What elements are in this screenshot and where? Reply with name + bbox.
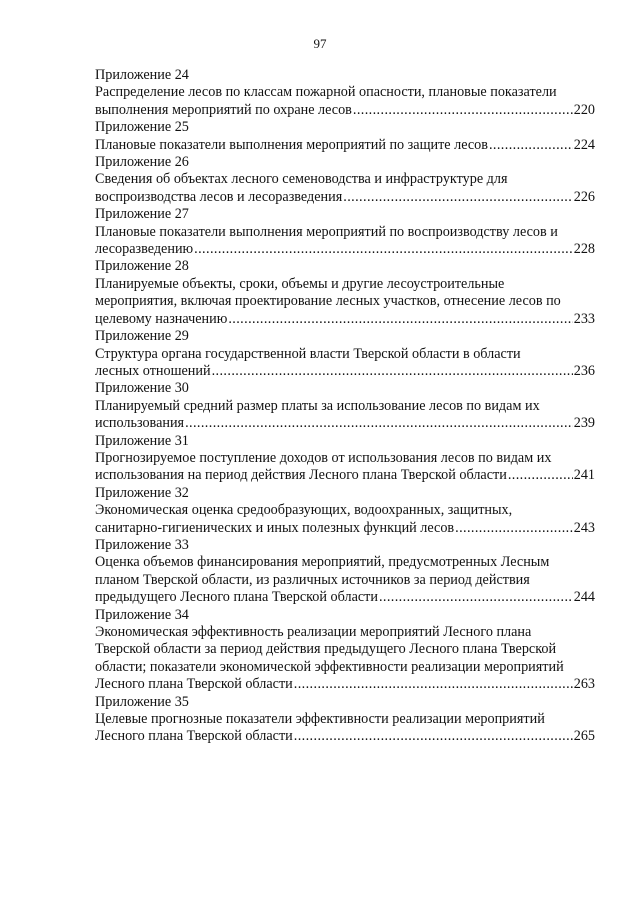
appendix-label: Приложение 26 (95, 154, 189, 171)
appendix-title-line: Распределение лесов по классам пожарной опасности, плановые показатели (95, 84, 557, 101)
appendix-title-last-line (95, 311, 595, 328)
appendix-title-last-line (95, 241, 595, 258)
appendix-page-number: 241 (573, 467, 595, 484)
appendix-title-last-line (95, 189, 595, 206)
appendix-title-line: планом Тверской области, из различных источников за период действия (95, 571, 530, 588)
dot-leader (508, 467, 573, 484)
appendix-title-last-line (95, 467, 595, 484)
toc-entry (95, 154, 595, 206)
appendix-label: Приложение 28 (95, 258, 189, 275)
appendix-page-number: 265 (573, 728, 595, 745)
appendix-page-number: 233 (573, 310, 595, 327)
appendix-title-last-line (95, 589, 595, 606)
appendix-label: Приложение 35 (95, 693, 189, 710)
appendix-title-last-line (95, 363, 595, 380)
appendix-title-line: использования на период действия Лесного плана Тверской области (95, 467, 507, 484)
toc-entry (95, 119, 595, 154)
appendix-label: Приложение 32 (95, 484, 189, 501)
appendix-title-last-line (95, 102, 595, 119)
appendix-title-line: Структура органа государственной власти Тверской области в области (95, 345, 521, 362)
appendix-title-line: использования (95, 415, 185, 432)
table-of-contents (95, 67, 595, 746)
appendix-title-line: санитарно-гигиенических и иных полезных функций лесов (95, 519, 455, 536)
toc-entry (95, 67, 595, 119)
appendix-title-last-line (95, 415, 595, 432)
appendix-title-line: Сведения об объектах лесного семеноводства и инфраструктуре для (95, 171, 508, 188)
toc-entry (95, 380, 595, 432)
dot-leader (185, 415, 573, 432)
appendix-title-line: Прогнозируемое поступление доходов от использования лесов по видам их (95, 449, 552, 466)
appendix-page-number: 243 (573, 519, 595, 536)
dot-leader (294, 728, 573, 745)
appendix-page-number: 228 (573, 241, 595, 258)
appendix-title-last-line (95, 676, 595, 693)
appendix-page-number: 226 (573, 188, 595, 205)
appendix-title-line: Тверской области за период действия предыдущего Лесного плана Тверской (95, 641, 557, 658)
toc-entry (95, 485, 595, 537)
appendix-title-line: воспроизводства лесов и лесоразведения (95, 188, 343, 205)
appendix-title-line: предыдущего Лесного плана Тверской области (95, 589, 378, 606)
dot-leader (194, 241, 573, 258)
appendix-title-line: Лесного плана Тверской области (95, 676, 293, 693)
appendix-label: Приложение 29 (95, 328, 189, 345)
appendix-title-line: Экономическая оценка средообразующих, водоохранных, защитных, (95, 502, 513, 519)
appendix-label: Приложение 33 (95, 536, 189, 553)
toc-entry (95, 206, 595, 258)
appendix-title-line: лесоразведению (95, 241, 194, 258)
dot-leader (489, 137, 573, 154)
dot-leader (353, 102, 573, 119)
appendix-title-line: Экономическая эффективность реализации мероприятий Лесного плана (95, 624, 532, 640)
appendix-title-last-line (95, 520, 595, 537)
dot-leader (343, 189, 572, 206)
appendix-title-line: Плановые показатели выполнения мероприятий по защите лесов (95, 136, 488, 153)
appendix-label: Приложение 25 (95, 119, 189, 136)
appendix-label: Приложение 27 (95, 206, 189, 223)
appendix-title-line: Целевые прогнозные показатели эффективности реализации мероприятий (95, 711, 545, 728)
dot-leader (212, 363, 573, 380)
dot-leader (294, 676, 573, 693)
appendix-title-last-line (95, 728, 595, 745)
appendix-title-line: Планируемые объекты, сроки, объемы и другие лесоустроительные (95, 275, 505, 292)
dot-leader (379, 589, 573, 606)
appendix-title-line: целевому назначению (95, 310, 228, 327)
toc-entry (95, 537, 595, 607)
page-number: 97 (313, 36, 327, 51)
appendix-page-number: 220 (573, 101, 595, 118)
appendix-title-line: Планируемый средний размер платы за использование лесов по видам их (95, 397, 540, 414)
dot-leader (455, 520, 573, 537)
toc-entry (95, 694, 595, 746)
appendix-label: Приложение 34 (95, 606, 189, 623)
appendix-title-last-line (95, 137, 595, 154)
dot-leader (228, 311, 572, 328)
appendix-page-number: 236 (573, 362, 595, 379)
appendix-page-number: 239 (573, 415, 595, 432)
appendix-title-line: Лесного плана Тверской области (95, 728, 293, 745)
toc-entry (95, 607, 595, 694)
toc-entry (95, 328, 595, 380)
appendix-title-line: выполнения мероприятий по охране лесов (95, 101, 352, 118)
appendix-title-line: лесных отношений (95, 362, 211, 379)
appendix-label: Приложение 30 (95, 380, 189, 397)
appendix-page-number: 224 (573, 136, 595, 153)
appendix-label: Приложение 31 (95, 432, 189, 449)
appendix-page-number: 263 (573, 676, 595, 693)
appendix-title-line: Плановые показатели выполнения мероприятий по воспроизводству лесов и (95, 223, 558, 240)
appendix-title-line: Оценка объемов финансирования мероприятий, предусмотренных Лесным (95, 554, 550, 571)
appendix-title-line: мероприятия, включая проектирование лесных участков, отнесение лесов по (95, 293, 561, 310)
appendix-label: Приложение 24 (95, 67, 189, 83)
appendix-title-line: области; показатели экономической эффективности реализации мероприятий (95, 658, 564, 675)
appendix-page-number: 244 (573, 589, 595, 606)
toc-entry (95, 433, 595, 485)
toc-entry (95, 258, 595, 328)
